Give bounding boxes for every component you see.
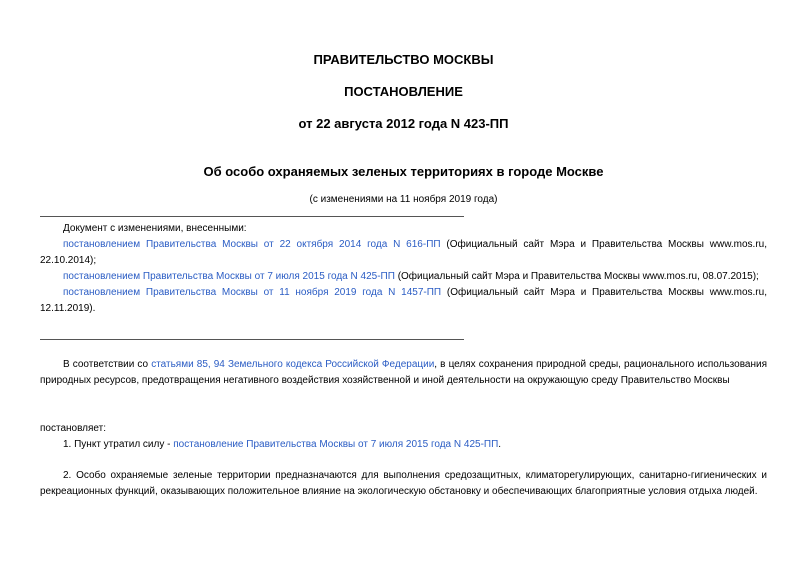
change-item	[40, 285, 767, 317]
changes-intro: Документ с изменениями, внесенными:	[63, 223, 247, 234]
item-1-prefix: 1. Пункт утратил силу -	[63, 439, 174, 450]
change-link-1[interactable]: постановлением Правительства Москвы от 22 октября 2014 года N 616-ПП	[63, 239, 441, 250]
change-source-3: (Официальный сайт Мэра и Правительства Москвы www.mos.ru, 12.11.2019).	[40, 287, 767, 314]
item-1-paragraph	[40, 437, 767, 453]
revision-note: (с изменениями на 11 ноября 2019 года)	[309, 194, 498, 205]
change-source-1: (Официальный сайт Мэра и Правительства Москвы www.mos.ru, 22.10.2014);	[40, 239, 767, 266]
divider-bottom	[40, 339, 464, 340]
decides-label: постановляет:	[40, 423, 107, 434]
item-1-link[interactable]: постановление Правительства Москвы от 7 июля 2015 года N 425-ПП	[173, 439, 499, 450]
change-item	[40, 269, 767, 285]
document-type-heading: ПОСТАНОВЛЕНИЕ	[344, 84, 463, 99]
preamble-suffix: , в целях сохранения природной среды, рационального использования природных ресурсов, предотвращения негативного воздействия хозяйственной и иной деятельности на окружающую среду Правительство Москвы	[40, 359, 767, 386]
land-code-link[interactable]: статьями 85, 94 Земельного кодекса Российской Федерации	[151, 359, 435, 370]
change-source-2: (Официальный сайт Мэра и Правительства Москвы www.mos.ru, 08.07.2015);	[394, 271, 759, 282]
change-link-3[interactable]: постановлением Правительства Москвы от 11 ноября 2019 года N 1457-ПП	[63, 287, 442, 298]
change-link-2[interactable]: постановлением Правительства Москвы от 7 июля 2015 года N 425-ПП	[63, 271, 395, 282]
item-2-text: 2. Особо охраняемые зеленые территории предназначаются для выполнения средозащитных, климаторегулирующих, санитарно-гигиенических и рекреационных функций, оказывающих положительное влияние на экологическую обстановку и обеспечивающих благоприятные условия отдыха людей.	[40, 470, 767, 497]
item-1-suffix: .	[498, 439, 502, 450]
date-number-heading: от 22 августа 2012 года N 423-ПП	[298, 116, 509, 131]
document-title: Об особо охраняемых зеленых территориях в городе Москве	[203, 164, 604, 179]
changes-block	[40, 221, 767, 317]
preamble-prefix: В соответствии со	[63, 359, 152, 370]
item-2-paragraph	[40, 468, 767, 500]
change-item	[40, 237, 767, 269]
government-heading: ПРАВИТЕЛЬСТВО МОСКВЫ	[313, 52, 494, 67]
preamble-paragraph	[40, 357, 767, 389]
divider-top	[40, 216, 464, 217]
